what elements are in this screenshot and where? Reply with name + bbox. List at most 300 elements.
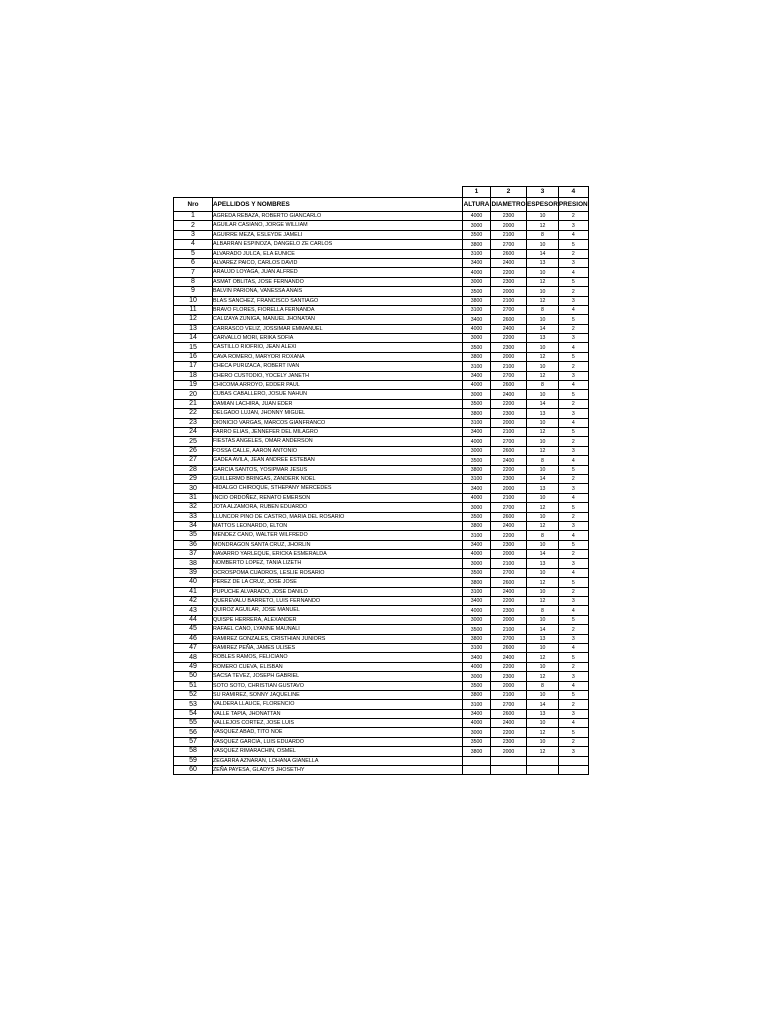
- table-row: [174, 437, 589, 446]
- cell-espesor: 10: [527, 343, 559, 352]
- cell-diametro: 2600: [491, 643, 527, 652]
- cell-altura: 3000: [463, 615, 491, 624]
- cell-nro: 29: [174, 474, 213, 483]
- table-row: [174, 550, 589, 559]
- cell-espesor: 12: [527, 672, 559, 681]
- cell-espesor: 13: [527, 709, 559, 718]
- cell-presion: 5: [558, 540, 588, 549]
- header-row: [174, 198, 589, 212]
- cell-name: SOTO SOTO, CHRISTIAN GUSTAVO: [213, 681, 463, 690]
- cell-diametro: 2400: [491, 456, 527, 465]
- cell-presion: 4: [558, 606, 588, 615]
- cell-espesor: 8: [527, 681, 559, 690]
- cell-name: FARRO ELIAS, JENNEFER DEL MILAGRO: [213, 427, 463, 436]
- cell-espesor: [527, 766, 559, 775]
- cell-diametro: 2700: [491, 371, 527, 380]
- cell-nro: 35: [174, 531, 213, 540]
- cell-nro: 23: [174, 418, 213, 427]
- cell-nro: 7: [174, 268, 213, 277]
- cell-name: PUPUCHE ALVARADO, JOSE DANILO: [213, 587, 463, 596]
- cell-altura: 3400: [463, 597, 491, 606]
- cell-presion: 4: [558, 531, 588, 540]
- cell-espesor: 10: [527, 568, 559, 577]
- cell-nro: 1: [174, 212, 213, 221]
- cell-diametro: 2700: [491, 634, 527, 643]
- cell-nro: 56: [174, 728, 213, 737]
- cell-nro: 5: [174, 249, 213, 258]
- cell-diametro: 2700: [491, 240, 527, 249]
- cell-presion: 4: [558, 456, 588, 465]
- cell-nro: 8: [174, 277, 213, 286]
- cell-presion: 2: [558, 550, 588, 559]
- table-row: [174, 484, 589, 493]
- table-row: [174, 371, 589, 380]
- cell-nro: 2: [174, 221, 213, 230]
- cell-espesor: 12: [527, 503, 559, 512]
- cell-altura: 4000: [463, 493, 491, 502]
- column-number-3: 3: [527, 187, 559, 198]
- blank-cell: [174, 187, 213, 198]
- table-row: [174, 465, 589, 474]
- cell-diametro: 2300: [491, 212, 527, 221]
- cell-diametro: 2300: [491, 606, 527, 615]
- table-row: [174, 446, 589, 455]
- cell-diametro: 2000: [491, 747, 527, 756]
- cell-diametro: 2700: [491, 568, 527, 577]
- cell-espesor: 12: [527, 371, 559, 380]
- cell-altura: 3000: [463, 728, 491, 737]
- cell-presion: 2: [558, 362, 588, 371]
- cell-diametro: 2100: [491, 559, 527, 568]
- cell-altura: 3500: [463, 456, 491, 465]
- cell-nro: 18: [174, 371, 213, 380]
- cell-name: CUBAS CABALLERO, JOSUE NAHUN: [213, 390, 463, 399]
- table-row: [174, 381, 589, 390]
- cell-name: FOSSA CALLE, AARON ANTONIO: [213, 446, 463, 455]
- cell-espesor: 13: [527, 559, 559, 568]
- cell-name: ALBARRAN ESPINOZA, DANGELO ZE CARLOS: [213, 240, 463, 249]
- cell-altura: 3500: [463, 625, 491, 634]
- cell-altura: 4000: [463, 212, 491, 221]
- cell-espesor: 10: [527, 268, 559, 277]
- cell-nro: 39: [174, 568, 213, 577]
- cell-diametro: 2400: [491, 719, 527, 728]
- table-row: [174, 305, 589, 314]
- column-number-4: 4: [558, 187, 588, 198]
- cell-espesor: 14: [527, 399, 559, 408]
- table-row: [174, 540, 589, 549]
- cell-altura: 3800: [463, 240, 491, 249]
- cell-name: BALVIN PARIONA, VANESSA ANAIS: [213, 287, 463, 296]
- cell-altura: [463, 756, 491, 765]
- cell-espesor: 10: [527, 390, 559, 399]
- table-row: [174, 474, 589, 483]
- cell-presion: 2: [558, 287, 588, 296]
- cell-name: GADEA AVILA, JEAN ANDREE ESTEBAN: [213, 456, 463, 465]
- cell-altura: 3100: [463, 474, 491, 483]
- cell-espesor: 13: [527, 634, 559, 643]
- cell-altura: 4000: [463, 268, 491, 277]
- table-row: [174, 221, 589, 230]
- cell-diametro: 2200: [491, 531, 527, 540]
- cell-altura: 3500: [463, 512, 491, 521]
- table-row: [174, 352, 589, 361]
- cell-name: MENDEZ CANO, WALTER WILFREDO: [213, 531, 463, 540]
- header-espesor: ESPESOR: [527, 198, 559, 212]
- cell-name: VASQUEZ ABAD, TITO NOE: [213, 728, 463, 737]
- cell-altura: 3100: [463, 362, 491, 371]
- cell-presion: 2: [558, 474, 588, 483]
- cell-nro: 42: [174, 597, 213, 606]
- cell-diametro: 2200: [491, 728, 527, 737]
- cell-presion: 4: [558, 418, 588, 427]
- header-presion: PRESION: [558, 198, 588, 212]
- cell-espesor: [527, 756, 559, 765]
- cell-espesor: 8: [527, 230, 559, 239]
- cell-altura: 3100: [463, 418, 491, 427]
- cell-espesor: 10: [527, 540, 559, 549]
- cell-espesor: 10: [527, 362, 559, 371]
- cell-espesor: 12: [527, 597, 559, 606]
- cell-altura: 3000: [463, 221, 491, 230]
- cell-espesor: 14: [527, 700, 559, 709]
- table-row: [174, 737, 589, 746]
- cell-espesor: 10: [527, 662, 559, 671]
- cell-diametro: 2200: [491, 268, 527, 277]
- cell-diametro: 2000: [491, 681, 527, 690]
- cell-name: JOTA ALZAMORA, RUBEN EDUARDO: [213, 503, 463, 512]
- cell-diametro: 2200: [491, 399, 527, 408]
- column-number-2: 2: [491, 187, 527, 198]
- cell-espesor: 13: [527, 484, 559, 493]
- cell-nro: 54: [174, 709, 213, 718]
- table-row: [174, 427, 589, 436]
- cell-diametro: 2100: [491, 362, 527, 371]
- cell-nro: 51: [174, 681, 213, 690]
- table-row: [174, 662, 589, 671]
- header-name: APELLIDOS Y NOMBRES: [213, 198, 463, 212]
- cell-nro: 44: [174, 615, 213, 624]
- cell-name: CAVA ROMERO, MARYORI ROXANA: [213, 352, 463, 361]
- table-row: [174, 493, 589, 502]
- cell-presion: 3: [558, 521, 588, 530]
- cell-altura: 3500: [463, 287, 491, 296]
- cell-name: HIDALGO CHIROQUE, STHEPANY MERCEDES: [213, 484, 463, 493]
- cell-nro: 20: [174, 390, 213, 399]
- cell-diametro: 2200: [491, 334, 527, 343]
- cell-name: BLAS SANCHEZ, FRANCISCO SANTIAGO: [213, 296, 463, 305]
- cell-altura: 3800: [463, 634, 491, 643]
- cell-nro: 17: [174, 362, 213, 371]
- table-row: [174, 747, 589, 756]
- cell-altura: 3500: [463, 343, 491, 352]
- cell-diametro: 2300: [491, 277, 527, 286]
- table-row: [174, 653, 589, 662]
- cell-altura: 4000: [463, 662, 491, 671]
- cell-espesor: 10: [527, 315, 559, 324]
- cell-diametro: 2400: [491, 653, 527, 662]
- cell-espesor: 14: [527, 474, 559, 483]
- cell-diametro: 2100: [491, 427, 527, 436]
- cell-name: AGUIRRE MEZA, ESLEYDE JAMELI: [213, 230, 463, 239]
- cell-name: ROBLES RAMOS, FELICIANO: [213, 653, 463, 662]
- cell-altura: 3500: [463, 681, 491, 690]
- cell-espesor: 14: [527, 550, 559, 559]
- cell-presion: 5: [558, 653, 588, 662]
- cell-espesor: 10: [527, 465, 559, 474]
- cell-espesor: 10: [527, 512, 559, 521]
- cell-espesor: 10: [527, 287, 559, 296]
- cell-presion: 4: [558, 568, 588, 577]
- cell-altura: 3800: [463, 352, 491, 361]
- cell-name: CARRASCO VELIZ, JOSSIMAR EMMANUEL: [213, 324, 463, 333]
- cell-altura: 3800: [463, 296, 491, 305]
- cell-presion: 3: [558, 634, 588, 643]
- cell-name: QUISPE HERRERA, ALEXANDER: [213, 615, 463, 624]
- cell-altura: 3800: [463, 409, 491, 418]
- cell-presion: 4: [558, 493, 588, 502]
- table-row: [174, 512, 589, 521]
- cell-nro: 57: [174, 737, 213, 746]
- cell-espesor: 12: [527, 352, 559, 361]
- cell-name: DELGADO LUJAN, JHONNY MIGUEL: [213, 409, 463, 418]
- cell-espesor: 12: [527, 221, 559, 230]
- header-altura: ALTURA: [463, 198, 491, 212]
- cell-espesor: 10: [527, 690, 559, 699]
- cell-altura: 3000: [463, 334, 491, 343]
- cell-diametro: 2300: [491, 672, 527, 681]
- table-row: [174, 258, 589, 267]
- cell-nro: 9: [174, 287, 213, 296]
- cell-name: MATTOS LEONARDO, ELTON: [213, 521, 463, 530]
- cell-nro: 46: [174, 634, 213, 643]
- cell-nro: 26: [174, 446, 213, 455]
- cell-diametro: 2100: [491, 230, 527, 239]
- cell-presion: 4: [558, 681, 588, 690]
- cell-altura: 3800: [463, 747, 491, 756]
- cell-espesor: 10: [527, 643, 559, 652]
- cell-nro: 59: [174, 756, 213, 765]
- table-row: [174, 559, 589, 568]
- cell-presion: 3: [558, 484, 588, 493]
- cell-name: OCROSPOMA CUADROS, LESLIE ROSARIO: [213, 568, 463, 577]
- table-row: [174, 315, 589, 324]
- cell-name: RAMIREZ GONZALES, CRISTHIAN JUNIORS: [213, 634, 463, 643]
- cell-diametro: 2000: [491, 221, 527, 230]
- cell-nro: 48: [174, 653, 213, 662]
- cell-altura: 3500: [463, 230, 491, 239]
- cell-presion: 4: [558, 230, 588, 239]
- cell-altura: 3800: [463, 521, 491, 530]
- cell-espesor: 10: [527, 737, 559, 746]
- cell-diametro: 2400: [491, 587, 527, 596]
- cell-altura: 3000: [463, 503, 491, 512]
- cell-name: ALVARADO JULCA, ELA EUNICE: [213, 249, 463, 258]
- cell-presion: 5: [558, 277, 588, 286]
- table-row: [174, 643, 589, 652]
- cell-espesor: 10: [527, 719, 559, 728]
- cell-nro: 4: [174, 240, 213, 249]
- cell-nro: 40: [174, 578, 213, 587]
- table-row: [174, 212, 589, 221]
- cell-diametro: 2000: [491, 287, 527, 296]
- cell-name: RAMIREZ PEÑA, JAMES ULISES: [213, 643, 463, 652]
- cell-presion: 4: [558, 643, 588, 652]
- cell-name: QUIROZ AGUILAR, JOSE MANUEL: [213, 606, 463, 615]
- cell-name: AGREDA REBAZA, ROBERTO GIANCARLO: [213, 212, 463, 221]
- table-row: [174, 521, 589, 530]
- cell-name: SACSA TEVEZ, JOSEPH GABRIEL: [213, 672, 463, 681]
- cell-altura: 3000: [463, 390, 491, 399]
- cell-altura: 4000: [463, 550, 491, 559]
- table-row: [174, 277, 589, 286]
- table-row: [174, 606, 589, 615]
- cell-altura: 3400: [463, 315, 491, 324]
- cell-presion: 2: [558, 625, 588, 634]
- cell-altura: 3000: [463, 559, 491, 568]
- cell-diametro: [491, 766, 527, 775]
- cell-diametro: 2300: [491, 409, 527, 418]
- cell-name: SU RAMIREZ, SONNY JAQUELINE: [213, 690, 463, 699]
- cell-presion: 5: [558, 728, 588, 737]
- cell-nro: 37: [174, 550, 213, 559]
- cell-name: CARVALLO MORI, ERIKA SOFIA: [213, 334, 463, 343]
- column-number-row: [174, 187, 589, 198]
- cell-presion: 2: [558, 212, 588, 221]
- table-row: [174, 615, 589, 624]
- cell-presion: 2: [558, 437, 588, 446]
- cell-espesor: 10: [527, 587, 559, 596]
- cell-diametro: 2000: [491, 484, 527, 493]
- cell-nro: 50: [174, 672, 213, 681]
- cell-name: ZEGARRA AZNARAN, LOHANA GIANELLA: [213, 756, 463, 765]
- cell-nro: 15: [174, 343, 213, 352]
- cell-diametro: 2400: [491, 258, 527, 267]
- cell-diametro: 2600: [491, 315, 527, 324]
- table-row: [174, 409, 589, 418]
- cell-name: GARCIA SANTOS, YOSIPMAR JESUS: [213, 465, 463, 474]
- cell-altura: 3500: [463, 568, 491, 577]
- cell-nro: 30: [174, 484, 213, 493]
- cell-presion: 2: [558, 662, 588, 671]
- cell-espesor: 8: [527, 531, 559, 540]
- cell-altura: 3400: [463, 709, 491, 718]
- cell-espesor: 12: [527, 427, 559, 436]
- table-body: [174, 187, 589, 775]
- cell-name: VALDERA LLAUCE, FLORENCIO: [213, 700, 463, 709]
- cell-nro: 25: [174, 437, 213, 446]
- table-row: [174, 456, 589, 465]
- cell-diametro: 2100: [491, 690, 527, 699]
- table-row: [174, 634, 589, 643]
- cell-name: CALIZAYA ZUNIGA, MANUEL JHONATAN: [213, 315, 463, 324]
- cell-nro: 47: [174, 643, 213, 652]
- cell-diametro: 2300: [491, 737, 527, 746]
- cell-name: VALLE TAPIA, JHONATTAN: [213, 709, 463, 718]
- cell-name: QUEREVALU BARRETO, LUIS FERNANDO: [213, 597, 463, 606]
- header-diametro: DIAMETRO: [491, 198, 527, 212]
- cell-nro: 60: [174, 766, 213, 775]
- cell-espesor: 10: [527, 240, 559, 249]
- cell-name: BRAVO FLORES, FIORELLA FERNANDA: [213, 305, 463, 314]
- cell-diametro: 2100: [491, 296, 527, 305]
- cell-diametro: 2000: [491, 418, 527, 427]
- cell-presion: 4: [558, 305, 588, 314]
- cell-presion: 3: [558, 296, 588, 305]
- cell-altura: 3100: [463, 643, 491, 652]
- cell-espesor: 10: [527, 615, 559, 624]
- cell-name: DIONICIO VARGAS, MARCOS GIANFRANCO: [213, 418, 463, 427]
- cell-nro: 28: [174, 465, 213, 474]
- cell-presion: 4: [558, 719, 588, 728]
- cell-nro: 27: [174, 456, 213, 465]
- cell-diametro: 2000: [491, 550, 527, 559]
- cell-altura: 3400: [463, 484, 491, 493]
- cell-nro: 31: [174, 493, 213, 502]
- cell-presion: 3: [558, 559, 588, 568]
- cell-name: NAVARRO YARLEQUE, ERICKA ESMERALDA: [213, 550, 463, 559]
- cell-espesor: 12: [527, 728, 559, 737]
- cell-nro: 41: [174, 587, 213, 596]
- cell-altura: 3400: [463, 258, 491, 267]
- table-row: [174, 503, 589, 512]
- cell-presion: 5: [558, 315, 588, 324]
- cell-presion: 3: [558, 221, 588, 230]
- cell-name: GUILLERMO BRINGAS, ZANDERK NOEL: [213, 474, 463, 483]
- cell-presion: 5: [558, 390, 588, 399]
- cell-diametro: 2600: [491, 381, 527, 390]
- cell-espesor: 12: [527, 446, 559, 455]
- header-nro: Nro: [174, 198, 213, 212]
- cell-diametro: 2300: [491, 474, 527, 483]
- table-row: [174, 690, 589, 699]
- cell-diametro: 2200: [491, 597, 527, 606]
- cell-nro: 19: [174, 381, 213, 390]
- cell-presion: 3: [558, 334, 588, 343]
- cell-presion: 3: [558, 597, 588, 606]
- cell-espesor: 8: [527, 381, 559, 390]
- cell-nro: 22: [174, 409, 213, 418]
- cell-name: RAFAEL CANO, LYANNE MAUNALI: [213, 625, 463, 634]
- cell-altura: 3500: [463, 399, 491, 408]
- cell-nro: 43: [174, 606, 213, 615]
- cell-presion: 3: [558, 371, 588, 380]
- cell-name: MONDRAGON SANTA CRUZ, JHORLIN: [213, 540, 463, 549]
- cell-espesor: 8: [527, 456, 559, 465]
- table-row: [174, 587, 589, 596]
- cell-altura: 3100: [463, 305, 491, 314]
- column-number-1: 1: [463, 187, 491, 198]
- cell-diametro: 2600: [491, 446, 527, 455]
- cell-presion: 3: [558, 258, 588, 267]
- cell-presion: 3: [558, 709, 588, 718]
- cell-espesor: 12: [527, 747, 559, 756]
- cell-espesor: 10: [527, 437, 559, 446]
- cell-altura: 3100: [463, 531, 491, 540]
- cell-diametro: 2400: [491, 390, 527, 399]
- cell-nro: 14: [174, 334, 213, 343]
- cell-presion: 2: [558, 587, 588, 596]
- cell-diametro: 2700: [491, 503, 527, 512]
- cell-altura: 4000: [463, 606, 491, 615]
- cell-espesor: 14: [527, 249, 559, 258]
- cell-diametro: 2600: [491, 249, 527, 258]
- cell-nro: 10: [174, 296, 213, 305]
- cell-espesor: 13: [527, 409, 559, 418]
- table-row: [174, 766, 589, 775]
- cell-presion: 4: [558, 343, 588, 352]
- cell-nro: 34: [174, 521, 213, 530]
